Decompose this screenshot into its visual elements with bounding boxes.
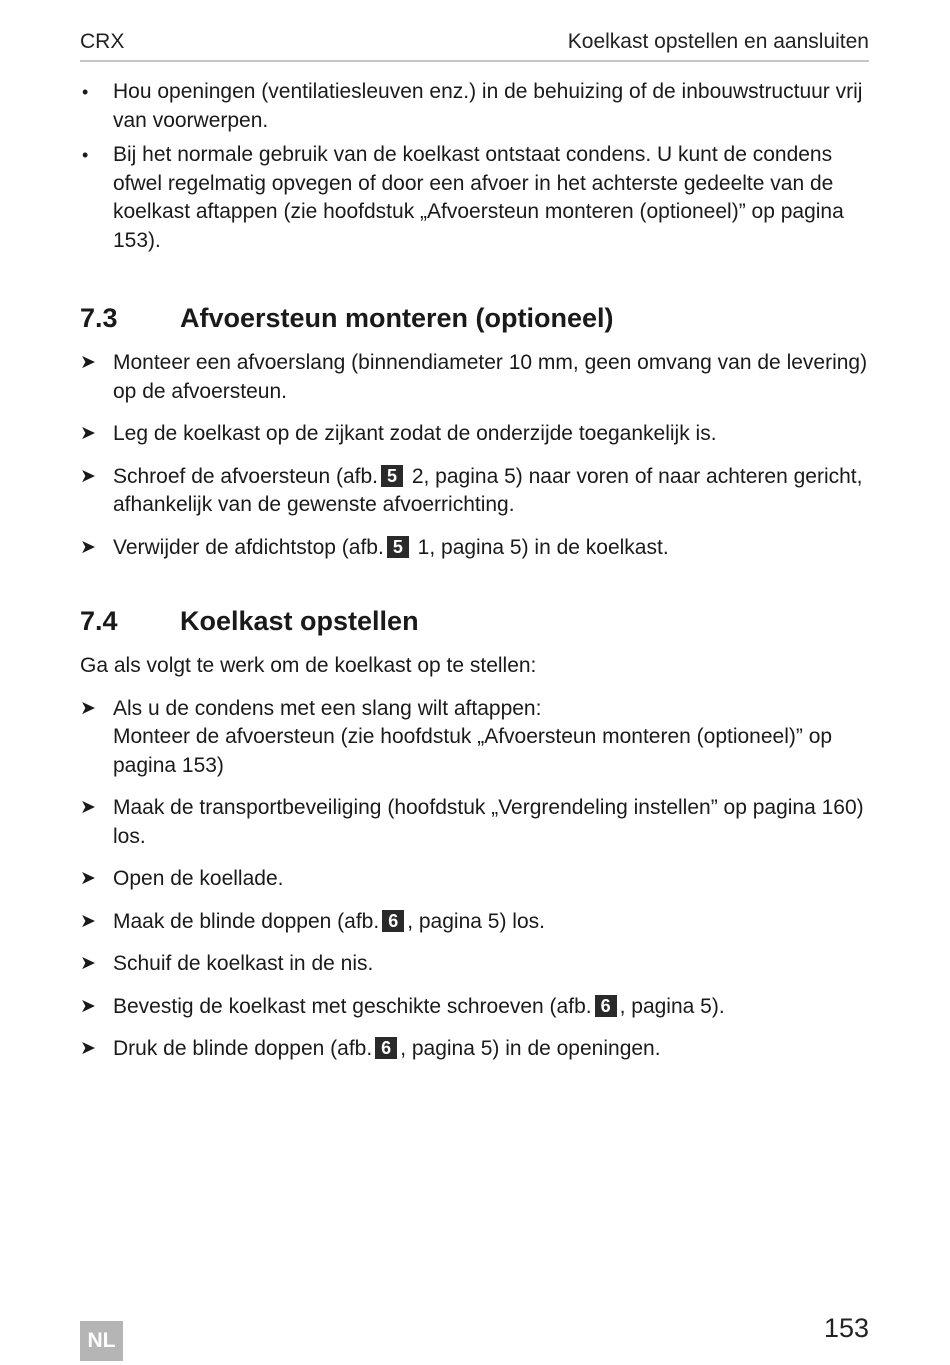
bullet-text: Hou openingen (ventilatiesleuven enz.) in de behuizing of de inbouwstructuur vrij van voorwerpen. [113, 80, 863, 132]
figure-reference-badge: 6 [375, 1037, 397, 1059]
step-item [80, 865, 870, 894]
arrow-icon: ➤ [80, 910, 96, 932]
step-item [80, 420, 870, 449]
step-item [80, 534, 870, 563]
page-header [80, 30, 869, 62]
figure-reference-badge: 6 [382, 910, 404, 932]
arrow-icon: ➤ [80, 423, 96, 444]
language-badge: NL [80, 1321, 123, 1361]
section-number: 7.4 [80, 606, 118, 636]
bullet-icon: • [82, 82, 89, 102]
step-text-continued: , pagina 5) los. [407, 909, 545, 933]
header-product: CRX [80, 30, 125, 53]
page-number: 153 [823, 1313, 869, 1343]
step-item [80, 349, 870, 406]
step-text-continued: , pagina 5) in de openingen. [400, 1037, 661, 1060]
step-text: Verwijder de afdichtstop (afb. [113, 535, 384, 559]
step-text: Monteer een afvoerslang (binnendiameter 10 mm, geen omvang van de levering) op de afvoersteun. [113, 351, 868, 403]
step-text: Maak de transportbeveiliging (hoofdstuk „Vergrendeling instellen” op pagina 160) los. [113, 796, 864, 848]
bullet-item [80, 78, 870, 135]
figure-reference-badge: 5 [381, 465, 403, 487]
step-item [80, 908, 870, 937]
header-chapter-title: Koelkast opstellen en aansluiten [567, 30, 869, 53]
arrow-icon: ➤ [80, 536, 96, 558]
step-item [80, 463, 870, 520]
arrow-icon: ➤ [80, 465, 96, 487]
arrow-icon: ➤ [80, 1038, 96, 1059]
step-text-continued: 2, pagina 5) naar voren of naar achteren gericht, afhankelijk van de gewenste afvoerrichting. [113, 464, 863, 516]
section-heading-7-3 [80, 303, 870, 339]
bullet-icon: • [82, 145, 89, 165]
arrow-icon: ➤ [80, 697, 96, 719]
section-number: 7.3 [80, 303, 118, 333]
step-text: Schroef de afvoersteun (afb. [113, 464, 378, 488]
figure-reference-badge: 5 [387, 536, 409, 558]
section-intro: Ga als volgt te werk om de koelkast op te stellen: [80, 654, 537, 677]
step-text: Bevestig de koelkast met geschikte schroeven (afb. [113, 994, 592, 1018]
step-text: Als u de condens met een slang wilt aftappen: [113, 696, 542, 720]
step-text: Maak de blinde doppen (afb. [113, 909, 380, 933]
step-item [80, 950, 870, 979]
arrow-icon: ➤ [80, 868, 96, 889]
step-text-second-line: Monteer de afvoersteun (zie hoofdstuk „Afvoersteun monteren (optioneel)” op pagina 153) [113, 725, 833, 777]
section-title: Afvoersteun monteren (optioneel) [180, 303, 614, 333]
bullet-text: Bij het normale gebruik van de koelkast ontstaat condens. U kunt de condens ofwel regelmatig opvegen of door een afvoer in het achterste gedeelte van de koelkast aftappen (zie hoofdstuk „Afvoersteun monteren (optioneel)” op pagina 153). [113, 143, 844, 252]
bullet-item [80, 141, 870, 255]
arrow-icon: ➤ [80, 995, 96, 1017]
step-item [80, 695, 870, 781]
step-text: Schuif de koelkast in de nis. [113, 952, 374, 975]
step-text: Open de koellade. [113, 867, 284, 890]
step-text: Druk de blinde doppen (afb. [113, 1037, 373, 1060]
arrow-icon: ➤ [80, 797, 96, 818]
step-item [80, 1035, 870, 1064]
step-text-continued: , pagina 5). [619, 994, 725, 1018]
page-content [80, 78, 870, 1078]
figure-reference-badge: 6 [595, 995, 617, 1017]
arrow-icon: ➤ [80, 953, 96, 974]
step-text: Leg de koelkast op de zijkant zodat de onderzijde toegankelijk is. [113, 422, 717, 445]
step-item [80, 993, 870, 1022]
step-item [80, 794, 870, 851]
section-title: Koelkast opstellen [180, 606, 419, 636]
section-heading-7-4 [80, 606, 870, 642]
arrow-icon: ➤ [80, 352, 96, 373]
step-text-continued: 1, pagina 5) in de koelkast. [411, 535, 669, 559]
